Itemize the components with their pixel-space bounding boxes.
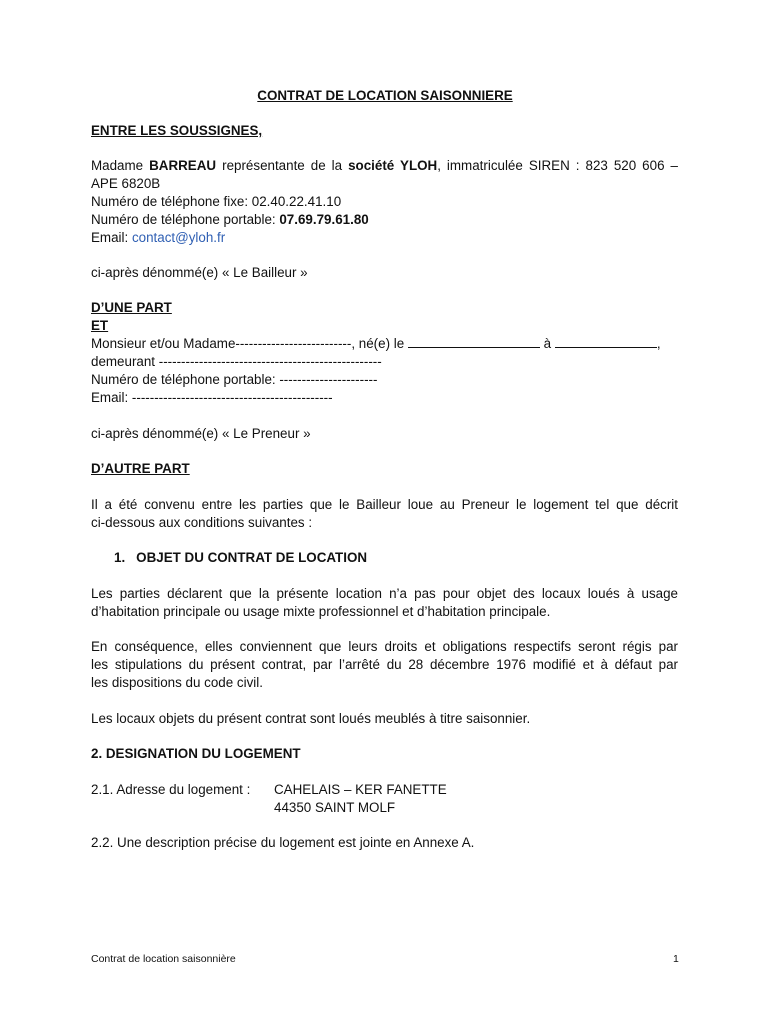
page-number: 1 (673, 953, 679, 965)
societe-name: société YLOH (348, 158, 438, 173)
a-text: à (543, 336, 552, 351)
siren-text: , immatriculée SIREN : 823 520 606 – (437, 158, 678, 173)
adresse-label: 2.1. Adresse du logement : (91, 782, 251, 797)
section1-p1-line2: d’habitation principale ou usage mixte professionnel et d’habitation principale. (91, 604, 551, 619)
bailleur-name: BARREAU (149, 158, 217, 173)
preneur-name-dob: Monsieur et/ou Madame--------------------------, né(e) le (91, 336, 405, 351)
preneur-denomme: ci-après dénommé(e) « Le Preneur » (91, 426, 311, 441)
autre-part-text: D’AUTRE PART (91, 461, 190, 476)
madame-label: Madame (91, 158, 144, 173)
section1-title: OBJET DU CONTRAT DE LOCATION (136, 550, 368, 565)
ape-code: APE 6820B (91, 176, 161, 191)
section1-p2-line1: En conséquence, elles conviennent que leurs droits et obligations respectifs seront régis par (91, 639, 678, 654)
email-line (91, 229, 225, 247)
section2-heading (91, 745, 301, 763)
section2-title: 2. DESIGNATION DU LOGEMENT (91, 746, 301, 761)
preneur-line-1 (91, 335, 661, 353)
comma-text: , (656, 336, 661, 351)
section1-heading (114, 549, 367, 567)
representante-text: représentante de la (222, 158, 343, 173)
adresse-line-2: 44350 SAINT MOLF (274, 800, 396, 815)
section1-number: 1. (114, 550, 126, 565)
description-annexe: 2.2. Une description précise du logement est jointe en Annexe A. (91, 835, 475, 850)
email-link[interactable]: contact@yloh.fr (131, 230, 226, 245)
tel-portable-line (91, 211, 369, 229)
preneur-demeurant: demeurant -------------------------------------------------- (91, 354, 382, 369)
bailleur-denomme: ci-après dénommé(e) « Le Bailleur » (91, 265, 308, 280)
footer-title: Contrat de location saisonnière (91, 953, 236, 965)
et-text: ET (91, 318, 109, 333)
une-part-text: D’UNE PART (91, 300, 172, 315)
bailleur-line-1 (91, 157, 678, 175)
heading-et (91, 317, 108, 335)
section1-p1-line1: Les parties déclarent que la présente location n’a pas pour objet des locaux loués à usage (91, 586, 678, 601)
tel-portable-label: Numéro de téléphone portable: (91, 212, 276, 227)
section1-p2-line2: les stipulations du présent contrat, par l’arrêté du 28 décembre 1976 modifié et à défaut par (91, 657, 678, 672)
intro-line-1: Il a été convenu entre les parties que le Bailleur loue au Preneur le logement tel que décrit (91, 497, 678, 512)
birthplace-blank[interactable] (555, 335, 657, 348)
tel-fixe: Numéro de téléphone fixe: 02.40.22.41.10 (91, 194, 342, 209)
adresse-line-1: CAHELAIS – KER FANETTE (274, 782, 447, 797)
entre-text: ENTRE LES SOUSSIGNES, (91, 123, 263, 138)
section1-p2-line3: les dispositions du code civil. (91, 675, 263, 690)
heading-entre (91, 122, 262, 140)
intro-line-2: ci-dessous aux conditions suivantes : (91, 515, 313, 530)
birthdate-blank[interactable] (408, 335, 540, 348)
preneur-tel: Numéro de téléphone portable: ---------------------- (91, 372, 378, 387)
email-label: Email: (91, 230, 129, 245)
heading-autre-part (91, 460, 190, 478)
preneur-email: Email: --------------------------------------------- (91, 390, 333, 405)
section1-p3: Les locaux objets du présent contrat sont loués meublés à titre saisonnier. (91, 711, 531, 726)
tel-portable-value: 07.69.79.61.80 (279, 212, 369, 227)
heading-une-part (91, 299, 172, 317)
document-title: CONTRAT DE LOCATION SAISONNIERE (257, 88, 513, 103)
